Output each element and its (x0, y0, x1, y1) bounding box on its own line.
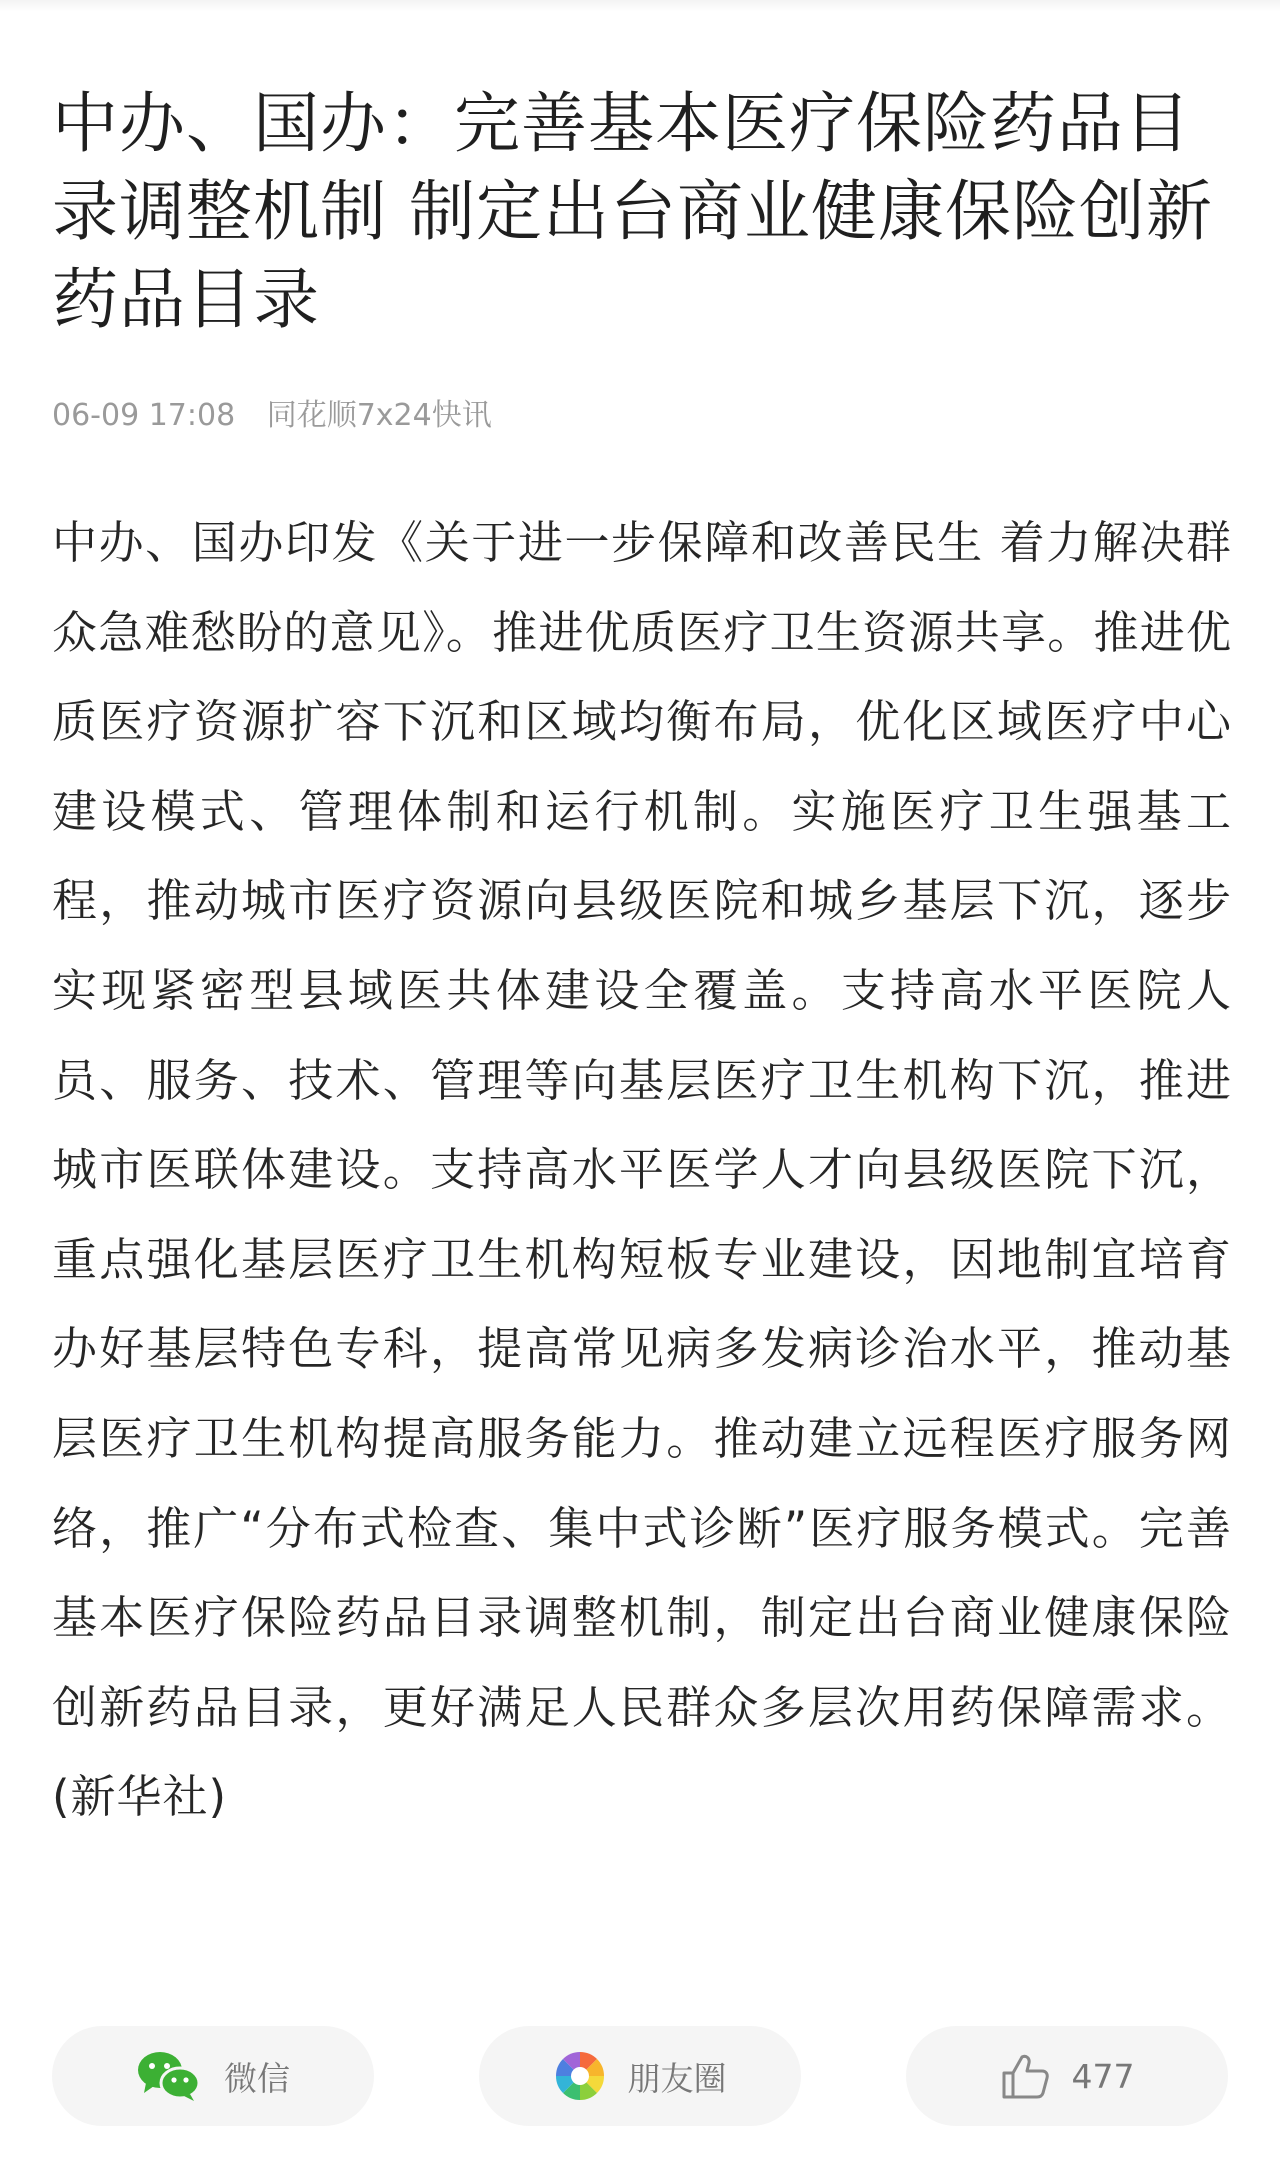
share-moments-label: 朋友圈 (627, 2058, 727, 2098)
top-shadow-bar (0, 0, 1280, 12)
moments-icon (554, 2050, 606, 2102)
thumbs-up-icon (1000, 2051, 1050, 2101)
article-meta (52, 396, 1232, 436)
share-wechat-button[interactable] (52, 2026, 374, 2126)
wechat-icon (136, 2049, 202, 2103)
article (52, 80, 1232, 1842)
share-moments-button[interactable] (479, 2026, 801, 2126)
article-source[interactable]: 同花顺7x24快讯 (266, 398, 492, 433)
article-title: 中办、国办：完善基本医疗保险药品目录调整机制 制定出台商业健康保险创新药品目录 (52, 85, 1213, 338)
share-wechat-label: 微信 (224, 2058, 290, 2098)
action-bar (52, 2026, 1228, 2126)
article-body: 中办、国办印发《关于进一步保障和改善民生 着力解决群众急难愁盼的意见》。推进优质医疗卫生资源共享。推进优质医疗资源扩容下沉和区域均衡布局，优化区域医疗中心建设模式、管理体制和运行机制。实施医疗卫生强基工程，推动城市医疗资源向县级医院和城乡基层下沉，逐步实现紧密型县域医共体建设全覆盖。支持高水平医院人员、服务、技术、管理等向基层医疗卫生机构下沉，推进城市医联体建设。支持高水平医学人才向县级医院下沉，重点强化基层医疗卫生机构短板专业建设，因地制宜培育办好基层特色专科，提高常见病多发病诊治水平，推动基层医疗卫生机构提高服务能力。推动建立远程医疗服务网络，推广“分布式检查、集中式诊断”医疗服务模式。完善基本医疗保险药品目录调整机制，制定出台商业健康保险创新药品目录，更好满足人民群众多层次用药保障需求。(新华社) (52, 516, 1232, 1824)
publish-time: 06-09 17:08 (52, 398, 236, 433)
like-button[interactable] (906, 2026, 1228, 2126)
like-count: 477 (1071, 2056, 1135, 2096)
